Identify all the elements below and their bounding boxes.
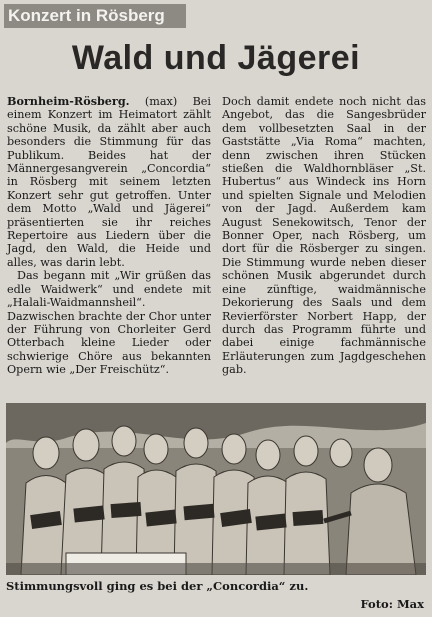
photo-credit: Foto: Max (360, 597, 424, 611)
paragraph-1 (7, 95, 211, 269)
photo-caption: Stimmungsvoll ging es bei der „Concordia“ zu. (6, 579, 309, 593)
paragraph-1-text: (max) Bei einem Konzert im Heimatort zählt schöne Musik, da zählt aber auch besonders die Stimmung für das Publikum. Beides hat der Männergesangverein „Concordia“ in Rösberg mit seinem letzten Konzert sehr gut getroffen. Unter dem Motto „Wald und Jägerei“ präsentierten sie ihr reiches Repertoire aus Liedern über die Jagd, den Wald, die Heide und alles, was darin lebt. (7, 95, 211, 269)
article-column-left (7, 95, 211, 377)
article-column-right (222, 95, 426, 377)
paragraph-2: Das begann mit „Wir grüßen das edle Waidwerk“ und endete mit „Halali-Waidmannsheil“. Dazwischen brachte der Chor unter der Führung von Chorleiter Gerd Otterbach kleine Lieder oder schwierige Chöre aus bekannten Opern wie „Der Freischütz“. (7, 269, 211, 377)
dateline: Bornheim-Rösberg. (7, 94, 130, 108)
section-kicker: Konzert in Rösberg (4, 4, 186, 28)
paragraph-3: Doch damit endete noch nicht das Angebot, das die Sangesbrüder dem vollbesetzten Saal in der Gaststätte „Via Roma“ machten, denn zwischen ihren Stücken stießen die Waldhornbläser „St. Hubertus“ aus Windeck ins Horn und spielten Signale und Melodien von der Jagd. Außerdem kam August Senekowitsch, Tenor der Bonner Oper, nach Rösberg, um dort für die Rösberger zu singen. Die Stimmung wurde neben dieser schönen Musik abgerundet durch eine zünftige, waidmännische Dekorierung des Saals und dem Revierförster Norbert Happ, der durch das Programm führte und dabei einige fachmännische Erläuterungen zum Jagdgeschehen gab. (222, 95, 426, 377)
choir-photo-illustration (6, 403, 426, 575)
choir-photo (6, 403, 426, 575)
article-headline: Wald und Jägerei (71, 39, 361, 77)
